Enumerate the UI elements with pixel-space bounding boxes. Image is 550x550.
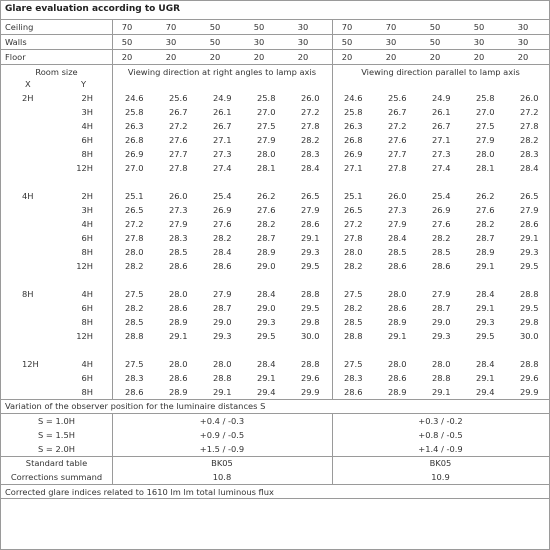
ugr-value-right: 28.4 [213, 247, 232, 257]
ugr-value-parallel: 28.4 [520, 163, 539, 173]
ugr-value-parallel: 28.4 [476, 359, 495, 369]
ugr-value-right: 28.9 [169, 317, 188, 327]
reflectance-value: 70 [121, 22, 133, 32]
ugr-value-parallel: 28.5 [344, 317, 363, 327]
ugr-value-parallel: 29.1 [476, 303, 495, 313]
ugr-value-right: 28.2 [125, 261, 144, 271]
ugr-value-right: 28.8 [301, 289, 320, 299]
ugr-value-parallel: 28.5 [388, 247, 407, 257]
reflectance-value: 50 [429, 37, 441, 47]
reflectance-label: Floor [5, 52, 26, 62]
ugr-value-right: 28.0 [125, 247, 144, 257]
ugr-value-parallel: 26.9 [432, 205, 451, 215]
ugr-value-right: 25.6 [169, 93, 188, 103]
reflectance-value: 50 [473, 22, 485, 32]
ugr-value-parallel: 28.4 [388, 233, 407, 243]
ugr-value-parallel: 27.6 [476, 205, 495, 215]
ugr-value-right: 25.8 [257, 93, 276, 103]
ugr-value-parallel: 28.0 [388, 289, 407, 299]
ugr-value-parallel: 25.8 [344, 107, 363, 117]
ugr-value-parallel: 26.9 [344, 149, 363, 159]
ugr-value-parallel: 28.2 [520, 135, 539, 145]
room-size-y: 6H [81, 303, 93, 313]
reflectance-value: 20 [253, 52, 265, 62]
ugr-value-parallel: 24.9 [432, 93, 451, 103]
ugr-value-parallel: 29.3 [432, 331, 451, 341]
divider [1, 456, 549, 457]
variation-label: S = 1.5H [38, 430, 75, 440]
reflectance-value: 20 [121, 52, 133, 62]
room-size-y: 3H [81, 107, 93, 117]
ugr-value-right: 28.3 [301, 149, 320, 159]
ugr-value-right: 29.3 [301, 247, 320, 257]
ugr-value-parallel: 30.0 [520, 331, 539, 341]
room-size-y: 3H [81, 205, 93, 215]
ugr-value-right: 27.8 [169, 163, 188, 173]
ugr-value-parallel: 25.8 [476, 93, 495, 103]
ugr-value-parallel: 27.9 [476, 135, 495, 145]
ugr-value-parallel: 28.5 [432, 247, 451, 257]
viewing-direction-parallel: Viewing direction parallel to lamp axis [361, 67, 520, 77]
reflectance-value: 20 [341, 52, 353, 62]
ugr-value-parallel: 28.8 [344, 331, 363, 341]
standard-table-value-parallel: BK05 [429, 458, 452, 468]
ugr-value-parallel: 29.5 [520, 261, 539, 271]
variation-label: S = 2.0H [38, 444, 75, 454]
ugr-value-right: 25.8 [125, 107, 144, 117]
ugr-value-right: 28.6 [169, 261, 188, 271]
ugr-value-right: 28.8 [213, 373, 232, 383]
ugr-value-parallel: 28.6 [388, 261, 407, 271]
room-size-y: 8H [81, 387, 93, 397]
ugr-value-right: 28.2 [125, 303, 144, 313]
ugr-value-parallel: 27.2 [520, 107, 539, 117]
corrections-summand-label: Corrections summand [10, 472, 103, 482]
ugr-value-right: 28.2 [257, 219, 276, 229]
ugr-value-right: 28.9 [169, 387, 188, 397]
ugr-value-right: 28.0 [213, 359, 232, 369]
reflectance-value: 70 [385, 22, 397, 32]
ugr-value-parallel: 29.0 [432, 317, 451, 327]
ugr-value-right: 25.4 [213, 191, 232, 201]
ugr-value-parallel: 27.6 [388, 135, 407, 145]
room-size-x: 2H [22, 93, 34, 103]
y-header: Y [81, 79, 87, 89]
ugr-value-parallel: 28.8 [520, 359, 539, 369]
corrections-value-right: 10.8 [212, 472, 232, 482]
ugr-value-right: 27.6 [257, 205, 276, 215]
ugr-value-parallel: 28.0 [388, 359, 407, 369]
ugr-value-right: 26.9 [213, 205, 232, 215]
divider [112, 64, 113, 399]
ugr-value-parallel: 27.4 [432, 163, 451, 173]
ugr-value-parallel: 28.0 [432, 359, 451, 369]
ugr-value-right: 28.4 [301, 163, 320, 173]
room-size-y: 8H [81, 149, 93, 159]
ugr-value-parallel: 29.8 [520, 317, 539, 327]
ugr-value-right: 27.3 [213, 149, 232, 159]
ugr-value-parallel: 29.9 [520, 387, 539, 397]
ugr-value-right: 27.5 [257, 121, 276, 131]
room-size-y: 12H [76, 261, 93, 271]
standard-table-value-right: BK05 [211, 458, 233, 468]
ugr-value-right: 26.7 [169, 107, 188, 117]
ugr-value-parallel: 25.1 [344, 191, 363, 201]
ugr-value-parallel: 27.5 [476, 121, 495, 131]
ugr-value-right: 26.9 [125, 149, 144, 159]
ugr-value-right: 26.5 [301, 191, 320, 201]
ugr-value-right: 29.4 [257, 387, 276, 397]
ugr-value-parallel: 28.2 [432, 233, 451, 243]
ugr-value-right: 27.1 [213, 135, 232, 145]
ugr-value-right: 29.3 [213, 331, 232, 341]
ugr-value-parallel: 26.0 [388, 191, 407, 201]
ugr-value-parallel: 27.6 [432, 219, 451, 229]
ugr-value-parallel: 29.1 [388, 331, 407, 341]
ugr-value-right: 28.9 [257, 247, 276, 257]
reflectance-value: 70 [341, 22, 353, 32]
ugr-value-right: 29.5 [301, 303, 320, 313]
ugr-value-parallel: 29.4 [476, 387, 495, 397]
x-header: X [25, 79, 31, 89]
room-size-y: 2H [81, 93, 93, 103]
reflectance-value: 20 [209, 52, 221, 62]
ugr-value-right: 26.7 [213, 121, 232, 131]
divider [1, 399, 549, 400]
ugr-value-parallel: 28.7 [476, 233, 495, 243]
ugr-value-parallel: 29.1 [476, 261, 495, 271]
ugr-value-parallel: 29.6 [520, 373, 539, 383]
room-size-y: 4H [81, 121, 93, 131]
reflectance-value: 30 [473, 37, 485, 47]
ugr-value-parallel: 27.5 [344, 359, 363, 369]
ugr-value-right: 28.0 [169, 359, 188, 369]
ugr-value-parallel: 27.8 [520, 121, 539, 131]
reflectance-value: 50 [429, 22, 441, 32]
ugr-value-right: 28.6 [301, 219, 320, 229]
ugr-value-parallel: 27.3 [388, 205, 407, 215]
ugr-value-parallel: 27.9 [388, 219, 407, 229]
ugr-value-parallel: 26.0 [520, 93, 539, 103]
ugr-value-parallel: 27.1 [344, 163, 363, 173]
variation-label: S = 1.0H [38, 416, 75, 426]
ugr-value-right: 24.9 [213, 93, 232, 103]
ugr-value-right: 29.1 [169, 331, 188, 341]
standard-table-label: Standard table [25, 458, 88, 468]
reflectance-value: 50 [209, 22, 221, 32]
ugr-value-right: 28.6 [169, 373, 188, 383]
ugr-value-right: 29.5 [257, 331, 276, 341]
ugr-value-right: 28.5 [169, 247, 188, 257]
ugr-value-right: 27.8 [125, 233, 144, 243]
ugr-value-right: 24.6 [125, 93, 144, 103]
ugr-value-parallel: 27.8 [344, 233, 363, 243]
room-size-x: 4H [22, 191, 34, 201]
ugr-value-parallel: 28.2 [344, 261, 363, 271]
ugr-value-parallel: 24.6 [344, 93, 363, 103]
ugr-value-right: 27.9 [169, 219, 188, 229]
ugr-value-parallel: 25.4 [432, 191, 451, 201]
ugr-value-parallel: 28.2 [344, 303, 363, 313]
ugr-value-parallel: 27.1 [432, 135, 451, 145]
divider [1, 49, 549, 50]
ugr-value-right: 27.0 [257, 107, 276, 117]
viewing-direction-right-angles: Viewing direction at right angles to lamp axis [127, 67, 317, 77]
ugr-value-right: 29.1 [257, 373, 276, 383]
ugr-value-right: 28.8 [301, 359, 320, 369]
ugr-value-right: 27.3 [169, 205, 188, 215]
footer-note: Corrected glare indices related to 1610 lm lm total luminous flux [5, 487, 274, 497]
reflectance-value: 20 [165, 52, 177, 62]
room-size-x: 8H [22, 289, 34, 299]
variation-value-right: +1.5 / -0.9 [199, 444, 245, 454]
ugr-value-parallel: 28.3 [520, 149, 539, 159]
ugr-value-parallel: 29.3 [520, 247, 539, 257]
ugr-value-right: 29.0 [257, 261, 276, 271]
ugr-value-parallel: 28.3 [344, 373, 363, 383]
ugr-value-right: 28.3 [125, 373, 144, 383]
ugr-value-right: 26.8 [125, 135, 144, 145]
ugr-value-right: 29.5 [301, 261, 320, 271]
table-title: Glare evaluation according to UGR [5, 4, 181, 14]
ugr-value-parallel: 26.2 [476, 191, 495, 201]
room-size-y: 12H [76, 163, 93, 173]
ugr-value-right: 29.0 [257, 303, 276, 313]
ugr-value-right: 27.9 [213, 289, 232, 299]
ugr-value-parallel: 27.7 [388, 149, 407, 159]
variation-value-parallel: +1.4 / -0.9 [418, 444, 463, 454]
divider [1, 34, 549, 35]
reflectance-value: 30 [297, 22, 309, 32]
ugr-value-parallel: 27.0 [476, 107, 495, 117]
ugr-value-parallel: 28.9 [388, 387, 407, 397]
ugr-value-parallel: 28.0 [476, 149, 495, 159]
corrections-value-parallel: 10.9 [431, 472, 450, 482]
reflectance-value: 70 [165, 22, 177, 32]
divider [1, 484, 549, 485]
ugr-value-parallel: 28.6 [344, 387, 363, 397]
ugr-value-parallel: 25.6 [388, 93, 407, 103]
room-size-y: 4H [81, 289, 93, 299]
room-size-y: 6H [81, 373, 93, 383]
divider [1, 413, 549, 414]
reflectance-value: 30 [517, 37, 529, 47]
variation-value-right: +0.9 / -0.5 [199, 430, 245, 440]
ugr-value-parallel: 28.4 [476, 289, 495, 299]
ugr-value-right: 27.5 [125, 289, 144, 299]
ugr-value-right: 27.6 [213, 219, 232, 229]
room-size-header: Room size [35, 67, 78, 77]
room-size-y: 12H [76, 331, 93, 341]
reflectance-value: 50 [209, 37, 221, 47]
reflectance-value: 50 [121, 37, 133, 47]
ugr-value-right: 27.5 [125, 359, 144, 369]
ugr-value-right: 29.0 [213, 317, 232, 327]
ugr-value-right: 28.0 [169, 289, 188, 299]
ugr-value-right: 26.0 [169, 191, 188, 201]
room-size-y: 4H [81, 219, 93, 229]
ugr-value-right: 28.5 [125, 317, 144, 327]
ugr-value-parallel: 27.3 [432, 149, 451, 159]
ugr-value-parallel: 29.5 [476, 331, 495, 341]
variation-value-parallel: +0.3 / -0.2 [418, 416, 463, 426]
ugr-value-parallel: 27.2 [344, 219, 363, 229]
reflectance-value: 30 [297, 37, 309, 47]
ugr-value-right: 27.7 [169, 149, 188, 159]
ugr-value-right: 29.6 [301, 373, 320, 383]
ugr-value-right: 27.9 [301, 205, 320, 215]
room-size-y: 4H [81, 359, 93, 369]
reflectance-value: 30 [517, 22, 529, 32]
ugr-value-right: 28.3 [169, 233, 188, 243]
ugr-value-parallel: 29.5 [520, 303, 539, 313]
ugr-value-right: 26.3 [125, 121, 144, 131]
ugr-value-right: 29.1 [213, 387, 232, 397]
ugr-value-right: 26.1 [213, 107, 232, 117]
ugr-value-right: 27.2 [169, 121, 188, 131]
ugr-value-right: 29.3 [257, 317, 276, 327]
ugr-value-right: 26.5 [125, 205, 144, 215]
divider [1, 64, 549, 65]
ugr-value-right: 28.6 [213, 261, 232, 271]
ugr-value-right: 28.2 [301, 135, 320, 145]
ugr-value-right: 28.1 [257, 163, 276, 173]
reflectance-value: 20 [517, 52, 529, 62]
ugr-value-parallel: 26.7 [388, 107, 407, 117]
reflectance-value: 20 [297, 52, 309, 62]
ugr-value-parallel: 28.2 [476, 219, 495, 229]
ugr-value-right: 27.8 [301, 121, 320, 131]
ugr-value-parallel: 28.8 [432, 373, 451, 383]
ugr-value-right: 26.0 [301, 93, 320, 103]
reflectance-value: 20 [385, 52, 397, 62]
reflectance-label: Ceiling [5, 22, 34, 32]
ugr-value-right: 27.6 [169, 135, 188, 145]
variation-value-parallel: +0.8 / -0.5 [418, 430, 463, 440]
room-size-y: 8H [81, 247, 93, 257]
ugr-value-parallel: 28.6 [388, 373, 407, 383]
ugr-value-right: 28.7 [257, 233, 276, 243]
ugr-value-parallel: 26.7 [432, 121, 451, 131]
ugr-value-parallel: 28.6 [432, 261, 451, 271]
ugr-value-parallel: 27.2 [388, 121, 407, 131]
ugr-value-right: 28.4 [257, 289, 276, 299]
reflectance-value: 50 [341, 37, 353, 47]
ugr-value-parallel: 26.1 [432, 107, 451, 117]
divider [1, 19, 549, 20]
ugr-value-right: 27.9 [257, 135, 276, 145]
reflectance-value: 20 [473, 52, 485, 62]
ugr-value-parallel: 29.1 [432, 387, 451, 397]
ugr-value-parallel: 29.1 [476, 373, 495, 383]
ugr-value-right: 30.0 [301, 331, 320, 341]
ugr-value-parallel: 26.3 [344, 121, 363, 131]
ugr-value-parallel: 28.0 [344, 247, 363, 257]
room-size-x: 12H [22, 359, 39, 369]
ugr-value-right: 29.8 [301, 317, 320, 327]
ugr-value-parallel: 29.3 [476, 317, 495, 327]
room-size-y: 2H [81, 191, 93, 201]
ugr-value-parallel: 28.1 [476, 163, 495, 173]
ugr-value-parallel: 27.9 [520, 205, 539, 215]
ugr-value-parallel: 26.8 [344, 135, 363, 145]
ugr-value-parallel: 28.9 [388, 317, 407, 327]
reflectance-label: Walls [5, 37, 27, 47]
reflectance-value: 50 [253, 22, 265, 32]
ugr-value-parallel: 29.1 [520, 233, 539, 243]
ugr-value-right: 27.2 [301, 107, 320, 117]
ugr-value-parallel: 28.9 [476, 247, 495, 257]
ugr-value-right: 27.2 [125, 219, 144, 229]
ugr-value-right: 25.1 [125, 191, 144, 201]
ugr-value-right: 28.0 [257, 149, 276, 159]
ugr-value-right: 29.9 [301, 387, 320, 397]
ugr-value-right: 28.6 [125, 387, 144, 397]
reflectance-value: 30 [385, 37, 397, 47]
room-size-y: 6H [81, 135, 93, 145]
variation-value-right: +0.4 / -0.3 [199, 416, 245, 426]
ugr-value-parallel: 27.8 [388, 163, 407, 173]
ugr-value-right: 27.4 [213, 163, 232, 173]
ugr-value-right: 28.8 [125, 331, 144, 341]
ugr-value-right: 26.2 [257, 191, 276, 201]
ugr-value-parallel: 27.9 [432, 289, 451, 299]
ugr-value-parallel: 28.6 [388, 303, 407, 313]
ugr-value-right: 28.2 [213, 233, 232, 243]
ugr-value-right: 29.1 [301, 233, 320, 243]
ugr-value-parallel: 28.7 [432, 303, 451, 313]
room-size-y: 8H [81, 317, 93, 327]
reflectance-value: 30 [165, 37, 177, 47]
ugr-value-parallel: 27.5 [344, 289, 363, 299]
reflectance-value: 20 [429, 52, 441, 62]
ugr-value-right: 28.6 [169, 303, 188, 313]
divider [1, 498, 549, 499]
ugr-value-parallel: 26.5 [520, 191, 539, 201]
ugr-value-parallel: 28.6 [520, 219, 539, 229]
ugr-value-right: 28.7 [213, 303, 232, 313]
variation-title: Variation of the observer position for the luminaire distances S [5, 401, 266, 411]
reflectance-value: 30 [253, 37, 265, 47]
ugr-value-parallel: 28.8 [520, 289, 539, 299]
ugr-value-right: 27.0 [125, 163, 144, 173]
ugr-value-parallel: 26.5 [344, 205, 363, 215]
room-size-y: 6H [81, 233, 93, 243]
ugr-value-right: 28.4 [257, 359, 276, 369]
